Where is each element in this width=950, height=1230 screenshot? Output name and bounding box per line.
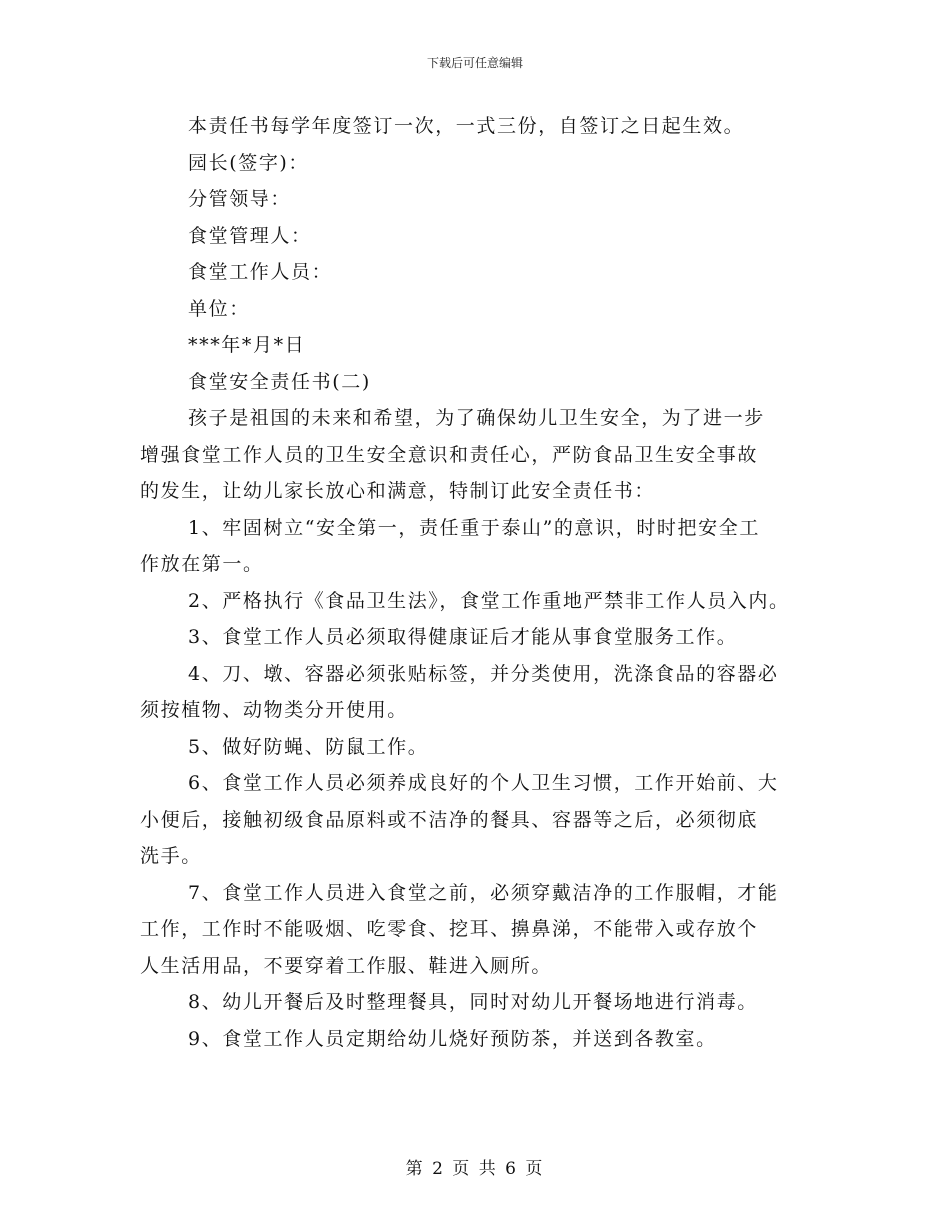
item-7-line-3: 人生活用品，不要穿着工作服、鞋进入厕所。 xyxy=(140,954,553,977)
item-6-line-2: 小便后，接触初级食品原料或不洁净的餐具、容器等之后，必须彻底 xyxy=(140,808,759,831)
document-body xyxy=(140,108,840,1057)
item-1-line-2: 作放在第一。 xyxy=(140,553,264,575)
intro-line-1: 孩子是祖国的未来和希望，为了确保幼儿卫生安全，为了进一步 xyxy=(188,407,765,429)
item-8-line-1: 8、幼儿开餐后及时整理餐具，同时对幼儿开餐场地进行消毒。 xyxy=(188,991,758,1013)
page-header: 下载后可任意编辑 xyxy=(426,56,523,70)
item-4-line-2: 须按植物、动物类分开使用。 xyxy=(140,699,408,721)
item-4-line-1: 4、刀、墩、容器必须张贴标签，并分类使用，洗涤食品的容器必 xyxy=(188,662,779,685)
section-title: 食堂安全责任书(二) xyxy=(188,370,371,393)
item-3-line-1: 3、食堂工作人员必须取得健康证后才能从事食堂服务工作。 xyxy=(188,626,738,648)
intro-line-3: 的发生，让幼儿家长放心和满意，特制订此安全责任书： xyxy=(140,480,656,502)
page-footer: 第 2 页 共 6 页 xyxy=(405,1159,545,1179)
item-7-line-2: 工作，工作时不能吸烟、吃零食、挖耳、擤鼻涕，不能带入或存放个 xyxy=(140,918,759,940)
item-5-line-1: 5、做好防蝇、防鼠工作。 xyxy=(188,735,429,758)
item-6-line-3: 洗手。 xyxy=(140,845,202,867)
principal-signature-line: 园长(签字)： xyxy=(188,151,310,174)
canteen-manager-line: 食堂管理人： xyxy=(188,224,312,247)
intro-line-2: 增强食堂工作人员的卫生安全意识和责任心，严防食品卫生安全事故 xyxy=(140,443,759,466)
supervisor-line: 分管领导： xyxy=(188,188,292,210)
item-6-line-1: 6、食堂工作人员必须养成良好的个人卫生习惯，工作开始前、大 xyxy=(188,772,779,794)
item-7-line-1: 7、食堂工作人员进入食堂之前，必须穿戴洁净的工作服帽，才能 xyxy=(188,881,779,904)
item-1-line-1: 1、牢固树立“安全第一，责任重于泰山”的意识，时时把安全工 xyxy=(188,516,760,539)
item-9-line-1: 9、食堂工作人员定期给幼儿烧好预防茶，并送到各教室。 xyxy=(188,1027,717,1050)
canteen-staff-line: 食堂工作人员： xyxy=(188,261,333,283)
unit-line: 单位： xyxy=(188,297,250,320)
validity-line: 本责任书每学年度签订一次，一式三份，自签订之日起生效。 xyxy=(188,115,745,137)
date-line: ***年*月*日 xyxy=(188,334,306,356)
item-2-line-1: 2、严格执行《食品卫生法》，食堂工作重地严禁非工作人员入内。 xyxy=(188,589,790,612)
